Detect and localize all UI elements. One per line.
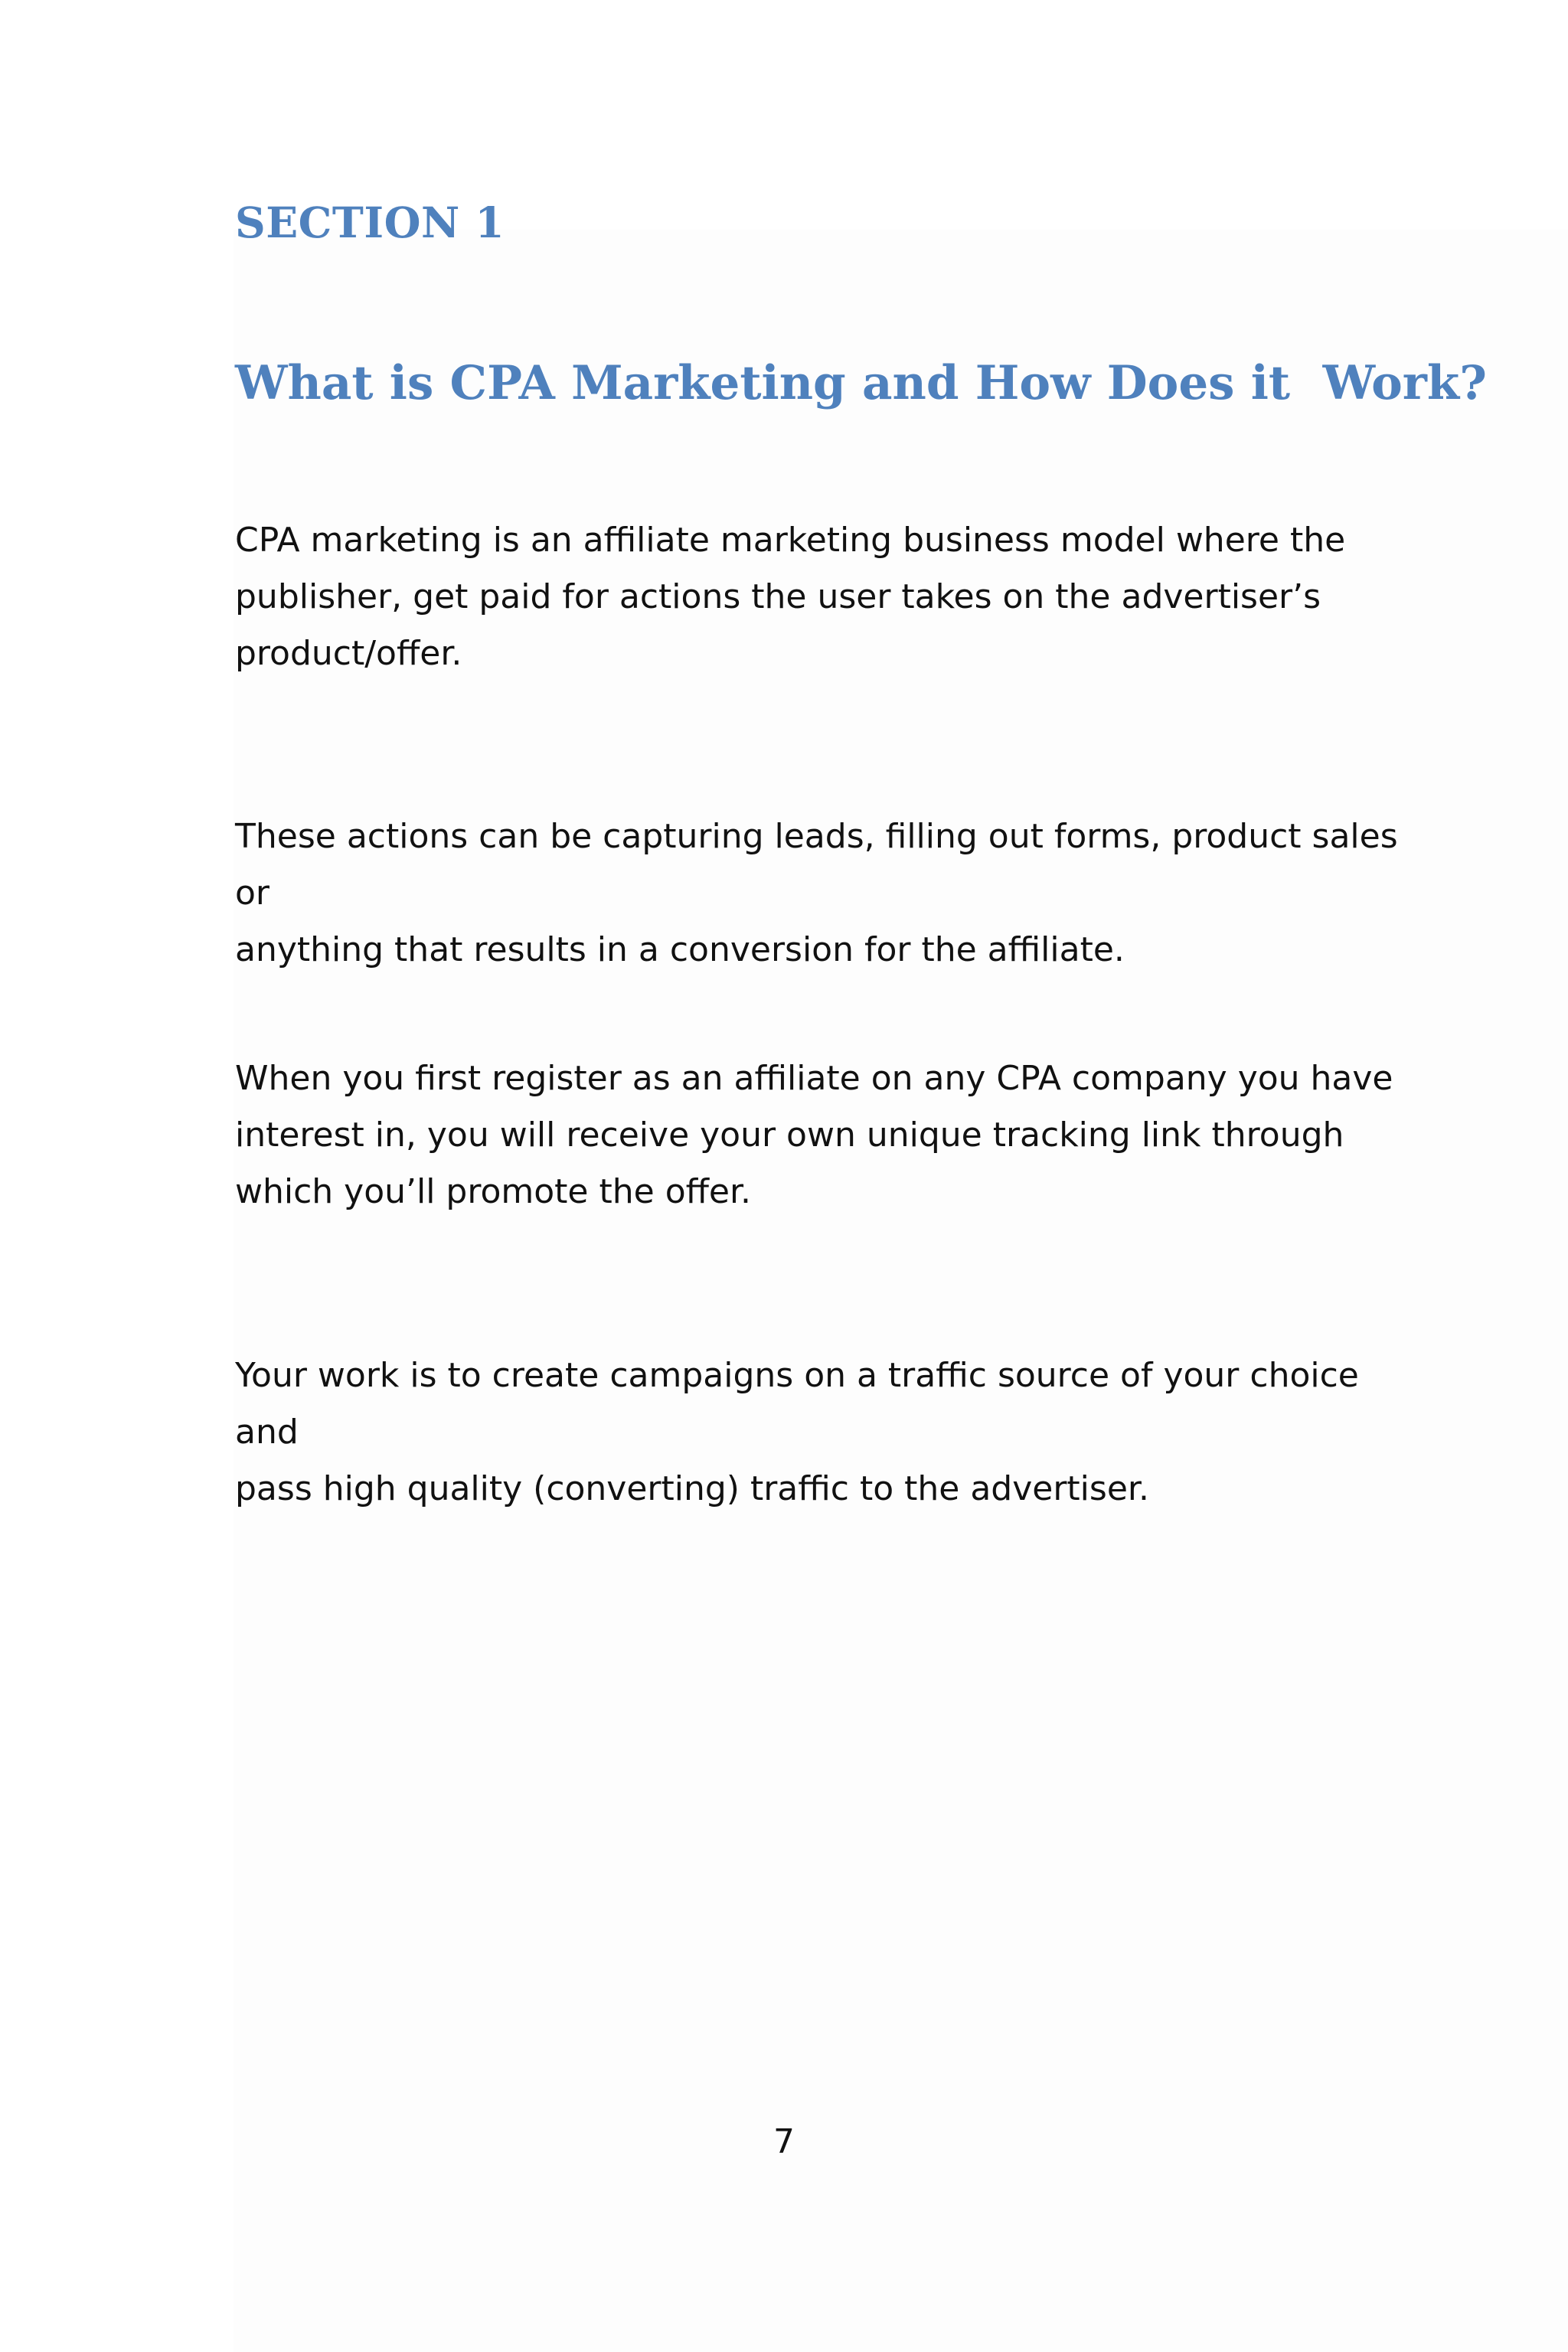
paragraph-registration: When you first register as an affiliate on any CPA company you have interest in, you will receive your own unique tracking link through which you’ll promote the offer.	[235, 1059, 1393, 1211]
paragraph-cpa-definition: CPA marketing is an affiliate marketing business model where the publisher, get paid for actions the user takes on the advertiser’s product/offer.	[235, 521, 1346, 673]
page-heading: What is CPA Marketing and How Does it Work?	[235, 356, 1487, 410]
paragraph-your-work: Your work is to create campaigns on a traffic source of your choice and pass high quality (converting) traffic to the advertiser.	[235, 1356, 1359, 1508]
paragraph-actions: These actions can be capturing leads, filling out forms, product sales or anything that results in a conversion for the affiliate.	[235, 817, 1398, 969]
section-label: SECTION 1	[235, 198, 505, 247]
page-number: 7	[773, 2122, 795, 2161]
